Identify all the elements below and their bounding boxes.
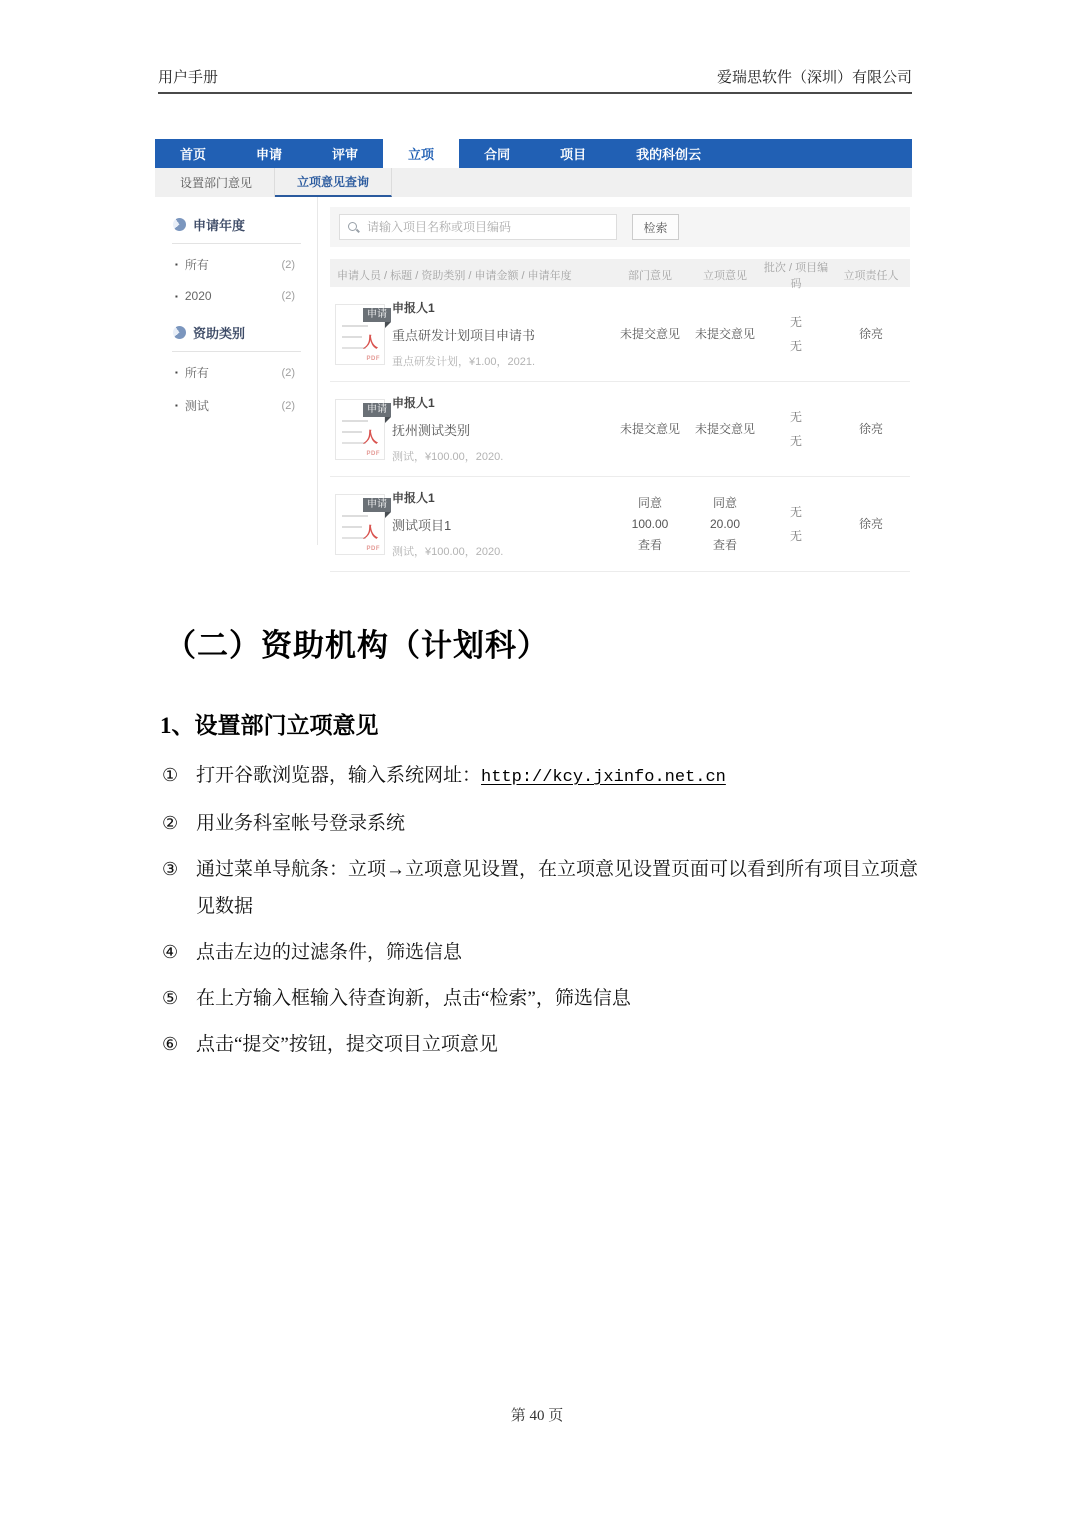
row-meta: 测试，¥100.00，2020. bbox=[392, 451, 504, 463]
row-approval-opinion: 同意 20.00 查看 bbox=[709, 495, 741, 552]
pdf-document-icon bbox=[335, 494, 385, 555]
sidebar-filter-label: 测试 bbox=[184, 399, 209, 413]
clock-circle-icon bbox=[173, 326, 186, 339]
row-applicant: 申报人1 bbox=[392, 491, 435, 505]
subnav-tab[interactable] bbox=[157, 168, 275, 197]
pdf-person-glyph: 人 bbox=[362, 333, 378, 351]
step-text: 在上方输入框输入待查询新，点击“检索”，筛选信息 bbox=[196, 988, 631, 1009]
nav-tab[interactable] bbox=[535, 139, 611, 168]
search-box[interactable] bbox=[339, 214, 617, 240]
row-approval-opinion: 未提交意见 bbox=[694, 326, 755, 341]
doc-header-left: 用户手册 bbox=[158, 70, 219, 86]
sub-heading: 1、设置部门立项意见 bbox=[160, 713, 379, 738]
row-meta: 重点研发计划，¥1.00，2021. bbox=[392, 356, 536, 368]
sidebar-divider bbox=[172, 351, 301, 352]
row-approval-opinion: 未提交意见 bbox=[694, 421, 755, 436]
row-icon-cell bbox=[330, 304, 392, 365]
step-number: ② bbox=[162, 813, 179, 833]
col-header-main: 申请人员 / 标题 / 资助类别 / 申请金额 / 申请年度 bbox=[337, 270, 572, 282]
pdf-person-glyph: 人 bbox=[362, 428, 378, 446]
table-row[interactable] bbox=[330, 287, 910, 382]
step-text: 点击左边的过滤条件，筛选信息 bbox=[196, 942, 463, 963]
doc-header-right: 爱瑞思软件（深圳）有限公司 bbox=[716, 70, 912, 86]
subnav-tab-label: 立项意见查询 bbox=[297, 175, 370, 189]
sidebar-filter-item[interactable] bbox=[155, 356, 317, 389]
sidebar-group bbox=[155, 311, 317, 422]
row-dept-opinion: 未提交意见 bbox=[619, 421, 680, 436]
table-header bbox=[330, 259, 910, 290]
sidebar-filter-count: (2) bbox=[281, 290, 295, 302]
nav-tab[interactable] bbox=[611, 139, 726, 168]
search-band bbox=[330, 207, 910, 247]
step-list bbox=[162, 757, 930, 1072]
step-text: 用业务科室帐号登录系统 bbox=[196, 813, 406, 834]
nav-tab[interactable] bbox=[307, 139, 383, 168]
search-input[interactable] bbox=[367, 220, 608, 234]
pdf-person-glyph: 人 bbox=[362, 523, 378, 541]
pdf-document-icon bbox=[335, 399, 385, 460]
nav-tab-label: 项目 bbox=[560, 147, 587, 162]
sidebar-divider bbox=[172, 243, 301, 244]
row-dept-opinion: 未提交意见 bbox=[619, 326, 680, 341]
sidebar-filter-label: 所有 bbox=[184, 366, 209, 380]
row-dept-opinion: 同意 100.00 查看 bbox=[631, 495, 669, 552]
row-applicant: 申报人1 bbox=[392, 301, 435, 315]
nav-tab[interactable] bbox=[231, 139, 307, 168]
bullet-icon: ▪ bbox=[175, 291, 178, 301]
row-text-cell bbox=[392, 299, 610, 369]
instruction-step bbox=[162, 1026, 930, 1063]
step-number: ③ bbox=[162, 859, 179, 879]
instruction-step bbox=[162, 980, 930, 1017]
table-rows bbox=[330, 287, 910, 572]
row-icon-cell bbox=[330, 494, 392, 555]
row-text-cell bbox=[392, 489, 610, 559]
nav-tab-label: 合同 bbox=[484, 147, 511, 162]
col-header-dept: 部门意见 bbox=[628, 270, 672, 282]
subnav-tab[interactable] bbox=[275, 168, 392, 197]
nav-tab-label: 申请 bbox=[256, 147, 283, 162]
step-text: 通过菜单导航条：立项→立项意见设置，在立项意见设置页面可以看到所有项目立项意见数据 bbox=[196, 859, 919, 917]
row-owner: 徐亮 bbox=[858, 421, 883, 436]
page-number: 第 40 页 bbox=[510, 1408, 564, 1424]
clock-circle-icon bbox=[173, 218, 186, 231]
row-applicant: 申报人1 bbox=[392, 396, 435, 410]
pdf-label: PDF bbox=[366, 355, 380, 362]
bullet-icon: ▪ bbox=[175, 260, 178, 269]
row-meta: 测试，¥100.00，2020. bbox=[392, 546, 504, 558]
apply-badge: 申请 bbox=[363, 308, 391, 322]
app-screenshot bbox=[155, 139, 912, 558]
doc-header bbox=[158, 66, 912, 94]
col-header-batch: 批次 / 项目编码 bbox=[763, 262, 829, 290]
apply-badge: 申请 bbox=[363, 403, 391, 417]
step-number: ⑤ bbox=[162, 988, 179, 1008]
section-heading: （二）资助机构（计划科） bbox=[165, 628, 549, 663]
subnav-tab-label: 设置部门意见 bbox=[180, 176, 253, 190]
search-button[interactable]: 检索 bbox=[632, 214, 679, 240]
step-number: ① bbox=[162, 765, 179, 785]
apply-badge: 申请 bbox=[363, 498, 391, 512]
row-text-cell bbox=[392, 394, 610, 464]
bullet-icon: ▪ bbox=[175, 401, 178, 410]
sidebar-filter-count: (2) bbox=[281, 399, 295, 412]
row-icon-cell bbox=[330, 399, 392, 460]
system-url-link[interactable]: http://kcy.jxinfo.net.cn bbox=[481, 768, 726, 787]
nav-tab-label: 我的科创云 bbox=[636, 147, 702, 162]
table-row[interactable] bbox=[330, 382, 910, 477]
instruction-step bbox=[162, 851, 930, 925]
row-title: 重点研发计划项目申请书 bbox=[392, 328, 536, 343]
row-batch-code: 无 无 bbox=[789, 410, 802, 448]
main-panel bbox=[318, 197, 912, 558]
col-header-owner: 立项责任人 bbox=[843, 270, 899, 282]
sidebar-filter-label: 所有 bbox=[184, 258, 209, 272]
nav-tab-label: 立项 bbox=[408, 147, 435, 162]
pdf-label: PDF bbox=[366, 450, 380, 457]
filter-sidebar bbox=[155, 197, 318, 545]
search-icon bbox=[348, 221, 360, 233]
step-text: 打开谷歌浏览器，输入系统网址：http://kcy.jxinfo.net.cn bbox=[196, 765, 726, 787]
sidebar-filter-count: (2) bbox=[281, 258, 295, 271]
instruction-step bbox=[162, 934, 930, 971]
sidebar-filter-label: 2020 bbox=[184, 289, 212, 303]
sidebar-filter-item[interactable] bbox=[155, 389, 317, 422]
sidebar-group-title: 资助类别 bbox=[155, 311, 317, 351]
step-text: 点击“提交”按钮，提交项目立项意见 bbox=[196, 1034, 498, 1055]
sidebar-filter-count: (2) bbox=[281, 366, 295, 379]
pdf-document-icon bbox=[335, 304, 385, 365]
row-owner: 徐亮 bbox=[858, 326, 883, 341]
row-title: 抚州测试类别 bbox=[392, 423, 471, 438]
instruction-step bbox=[162, 757, 930, 796]
sidebar-group-title: 申请年度 bbox=[155, 203, 317, 243]
sidebar-filter-item[interactable] bbox=[155, 248, 317, 281]
instruction-step bbox=[162, 805, 930, 842]
nav-tab-label: 首页 bbox=[180, 147, 207, 162]
nav-tab[interactable] bbox=[155, 139, 231, 168]
step-number: ④ bbox=[162, 942, 179, 962]
sidebar-filter-item[interactable] bbox=[155, 281, 317, 311]
sidebar-group bbox=[155, 203, 317, 311]
step-number: ⑥ bbox=[162, 1034, 179, 1054]
row-owner: 徐亮 bbox=[858, 516, 883, 531]
table-row[interactable] bbox=[330, 477, 910, 572]
top-nav bbox=[155, 139, 912, 168]
nav-tab[interactable] bbox=[459, 139, 535, 168]
app-body bbox=[155, 197, 912, 558]
pdf-label: PDF bbox=[366, 545, 380, 552]
nav-tab[interactable] bbox=[383, 139, 459, 168]
row-batch-code: 无 无 bbox=[789, 315, 802, 353]
bullet-icon: ▪ bbox=[175, 368, 178, 377]
col-header-approval: 立项意见 bbox=[703, 270, 747, 282]
nav-tab-label: 评审 bbox=[332, 147, 359, 162]
sub-nav bbox=[155, 168, 912, 197]
row-title: 测试项目1 bbox=[392, 518, 452, 533]
row-batch-code: 无 无 bbox=[789, 505, 802, 543]
